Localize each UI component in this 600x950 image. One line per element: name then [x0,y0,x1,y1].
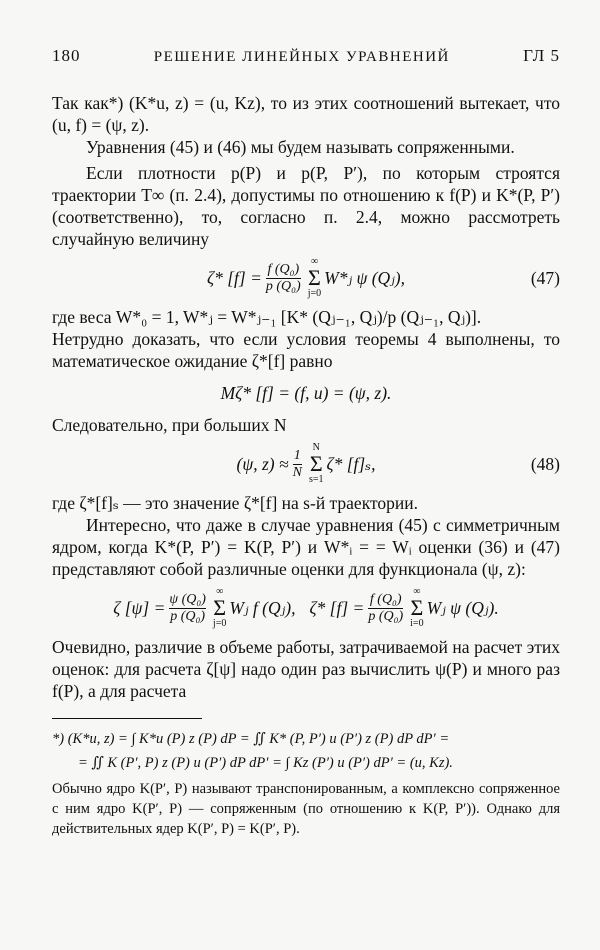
paragraph-5: Нетрудно доказать, что если условия теоремы 4 выполнены, то математическое ожидание ζ*[f] равно [52,329,560,371]
eq48-fraction [293,448,302,481]
eq-pair-b-denominator: p (Q₀) [368,608,404,624]
eq-pair-b-numerator: f (Q₀) [369,591,402,607]
running-title: РЕШЕНИЕ ЛИНЕЙНЫХ УРАВНЕНИЙ [153,49,450,65]
footnote [52,729,560,839]
eq-pair-a-fraction [169,592,206,625]
sigma-icon: Σ [410,595,424,620]
eq48-numerator: 1 [293,447,301,463]
eq47-label: (47) [530,268,560,288]
footnote-equation-1: *) (K*u, z) = ∫ K*u (P) z (P) dP = ∬ K* (P, P′) u (P′) z (P) dP dP′ = [52,731,450,747]
eq47-lhs: ζ* [f] = [207,268,262,288]
paragraph-2: Уравнения (45) и (46) мы будем называть сопряженными. [86,137,515,157]
footnote-text: Обычно ядро K(P′, P) называют транспонированным, а комплексно сопряженное с ним ядро K(P′, P) — сопряженным (по отношению к K(P, P′)). Однако для действительных ядер K(P′, P) = K(P′, P). [52,781,560,837]
paragraph-1: Так как*) (K*u, z) = (u, Kz), то из этих соотношений вытекает, что (u, f) = (ψ, z). [52,93,560,135]
running-header [52,46,560,66]
sigma-icon: Σ [308,265,321,290]
eq48-sum [309,443,324,485]
eq48-sum-top: N [312,442,320,453]
sigma-icon: Σ [213,595,227,620]
paragraph-4: где веса W*₀ = 1, W*ⱼ = W*ⱼ₋₁ [K* (Qⱼ₋₁, Qⱼ)/p (Qⱼ₋₁, Qⱼ)]. [52,307,482,327]
eq-pair-a-sum-bottom: j=0 [212,618,227,629]
page-body [52,92,560,839]
footnote-divider [52,718,202,719]
footnote-equation-2: = ∬ K (P′, P) z (P) u (P′) dP dP′ = ∫ Kz (P′) u (P′) dP′ = (u, Kz). [78,755,453,771]
eq47-fraction [266,262,301,295]
chapter-label: ГЛ 5 [523,46,560,65]
paragraph-8: Интересно, что даже в случае уравнения (45) с симметричным ядром, когда K*(P, P′) = K(P, P′) и W*ᵢ = = Wᵢ оценки (36) и (47) представляют собой различные оценки для функционала (ψ, z): [52,515,560,579]
eq-pair-a-rhs: Wⱼ f (Qⱼ), [229,598,296,618]
paragraph-3: Если плотности p(P) и p(P, P′), по которым строятся траектории T∞ (п. 2.4), допустимы по отношению к f(P) и K*(P, P′) (соответственно), то, согласно п. 2.4, можно рассмотреть случайную величину [52,163,560,249]
equation-pair [52,586,560,630]
eq-pair-b-rhs: Wⱼ ψ (Qⱼ). [426,598,499,618]
eq48-lhs: (ψ, z) ≈ [236,454,289,474]
eq48-sum-bottom: s=1 [308,474,324,485]
equation-47 [52,256,560,300]
eq-pair-b-lhs: ζ* [f] = [309,598,365,618]
paragraph-6: Следовательно, при больших N [52,415,287,435]
eq48-denominator: N [292,464,302,480]
eq-pair-a-sum [213,587,226,629]
eq47-denominator: p (Q₀) [265,278,301,294]
eq-pair-a-sum-top: ∞ [216,586,224,597]
eq-mean-text: Mζ* [f] = (f, u) = (ψ, z). [220,383,392,403]
equation-mean [52,378,560,408]
eq48-label: (48) [530,454,560,474]
eq48-rhs: ζ* [f]ₛ, [326,454,376,474]
paragraph-7: где ζ*[f]ₛ — это значение ζ*[f] на s-й траектории. [52,493,418,513]
sigma-icon: Σ [309,451,323,476]
eq-pair-a-lhs: ζ [ψ] = [113,598,166,618]
equation-48 [52,442,560,486]
page-number: 180 [52,46,81,65]
eq47-numerator: f (Q₀) [267,261,300,277]
eq-pair-b-sum [410,587,423,629]
eq47-sum-top: ∞ [310,256,318,267]
eq47-sum [308,257,321,299]
paragraph-9: Очевидно, различие в объеме работы, затрачиваемой на расчет этих оценок: для расчета ζ[ψ] надо один раз вычислить ψ(P) и много раз f(P), а для расчета [52,637,560,701]
eq47-sum-bottom: j=0 [307,288,322,299]
eq-pair-b-sum-top: ∞ [413,586,421,597]
eq-pair-a-denominator: p (Q₀) [170,608,206,624]
eq-pair-a-numerator: ψ (Q₀) [169,591,206,607]
eq-pair-b-sum-bottom: i=0 [410,618,424,629]
eq-pair-b-fraction [368,592,403,625]
eq47-rhs: W*ⱼ ψ (Qⱼ), [324,268,405,288]
